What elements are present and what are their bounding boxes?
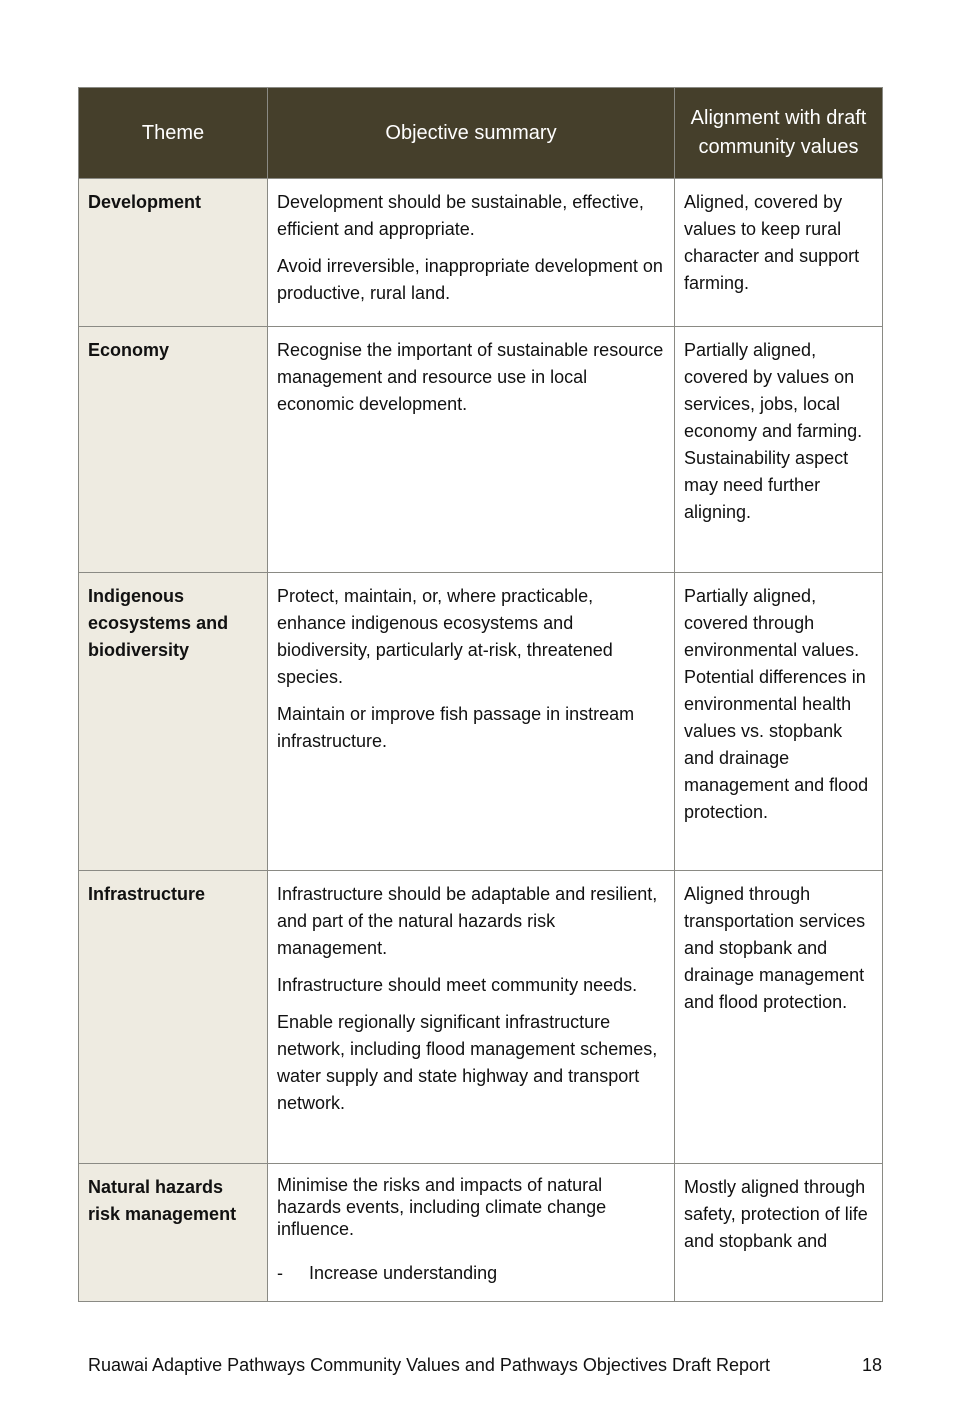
objective-cell — [268, 179, 675, 327]
objective-text: Infrastructure should be adaptable and resilient, and part of the natural hazards risk management. — [277, 884, 658, 958]
objective-cell — [268, 871, 675, 1164]
table-row — [79, 573, 883, 871]
objectives-table-container — [78, 87, 882, 1302]
objectives-table — [78, 87, 883, 1302]
bullet-dash: - — [277, 1263, 283, 1283]
objective-text: Maintain or improve fish passage in instream infrastructure. — [277, 704, 635, 751]
theme-cell: Natural hazards risk management — [79, 1164, 268, 1302]
objective-cell — [268, 573, 675, 871]
theme-cell: Economy — [79, 327, 268, 573]
alignment-cell: Mostly aligned through safety, protection of life and stopbank and — [675, 1164, 883, 1302]
header-objective-summary: Objective summary — [268, 88, 675, 179]
alignment-cell: Aligned through transportation services and stopbank and drainage management and flood protection. — [675, 871, 883, 1164]
objective-text: Enable regionally significant infrastructure network, including flood management schemes, water supply and state highway and transport network. — [277, 1012, 658, 1113]
objective-text: Development should be sustainable, effective, efficient and appropriate. — [277, 192, 644, 239]
theme-cell: Indigenous ecosystems and biodiversity — [79, 573, 268, 871]
header-theme: Theme — [79, 88, 268, 179]
alignment-cell: Partially aligned, covered through environmental values. Potential differences in environmental health values vs. stopbank and drainage management and flood protection. — [675, 573, 883, 871]
table-header-row — [79, 88, 883, 179]
objective-text: Protect, maintain, or, where practicable, enhance indigenous ecosystems and biodiversity, particularly at-risk, threatened species. — [277, 586, 613, 687]
page-number: 18 — [861, 1355, 882, 1375]
header-alignment: Alignment with draft community values — [675, 88, 883, 179]
bullet-text: Increase understanding — [309, 1263, 498, 1283]
alignment-cell: Aligned, covered by values to keep rural character and support farming. — [675, 179, 883, 327]
table-row — [79, 871, 883, 1164]
table-row — [79, 327, 883, 573]
objective-text: Avoid irreversible, inappropriate development on productive, rural land. — [277, 256, 663, 303]
table-row — [79, 179, 883, 327]
objective-bullet — [277, 1260, 665, 1287]
objective-cell — [268, 327, 675, 573]
theme-cell: Infrastructure — [79, 871, 268, 1164]
alignment-cell: Partially aligned, covered by values on services, jobs, local economy and farming. Sustainability aspect may need further aligning. — [675, 327, 883, 573]
objective-text: Minimise the risks and impacts of natural hazards events, including climate change influence. — [277, 1175, 607, 1239]
table-row — [79, 1164, 883, 1302]
theme-cell: Development — [79, 179, 268, 327]
objective-cell — [268, 1164, 675, 1302]
footer-report-title: Ruawai Adaptive Pathways Community Values and Pathways Objectives Draft Report — [88, 1355, 770, 1375]
objective-text: Infrastructure should meet community needs. — [277, 975, 638, 995]
objective-text: Recognise the important of sustainable resource management and resource use in local economic development. — [277, 340, 664, 414]
